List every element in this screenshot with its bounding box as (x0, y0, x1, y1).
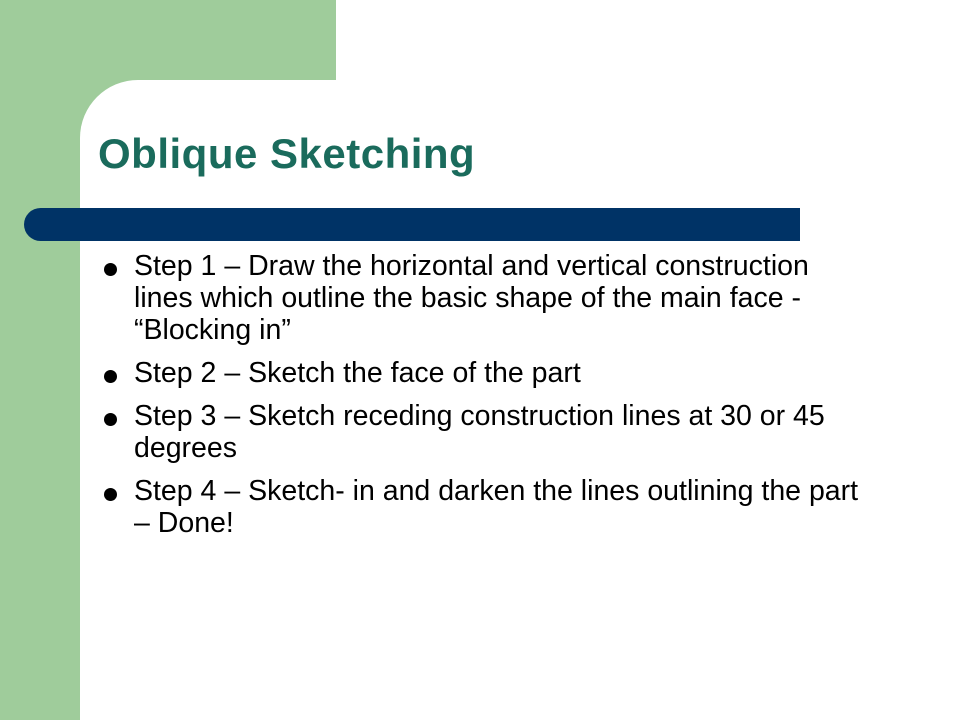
bullet-dot-icon (104, 488, 117, 501)
bullet-dot-icon (104, 263, 117, 276)
bullet-item-step-3 (104, 400, 864, 464)
slide-title: Oblique Sketching (98, 130, 476, 177)
bullet-text: Step 3 – Sketch receding construction lines at 30 or 45 degrees (134, 400, 825, 464)
bullet-text: Step 4 – Sketch- in and darken the lines outlining the part – Done! (134, 475, 859, 539)
bullet-dot-icon (104, 413, 117, 426)
bullet-item-step-2 (104, 357, 864, 389)
bullet-text: Step 1 – Draw the horizontal and vertical construction lines which outline the basic shape of the main face - “Blocking in” (134, 250, 809, 346)
bullet-dot-icon (104, 370, 117, 383)
title-underline-bar (24, 208, 800, 241)
bullet-item-step-1 (104, 250, 864, 346)
bullet-item-step-4 (104, 475, 864, 539)
bullet-text: Step 2 – Sketch the face of the part (134, 357, 581, 389)
bullet-list (104, 250, 864, 550)
